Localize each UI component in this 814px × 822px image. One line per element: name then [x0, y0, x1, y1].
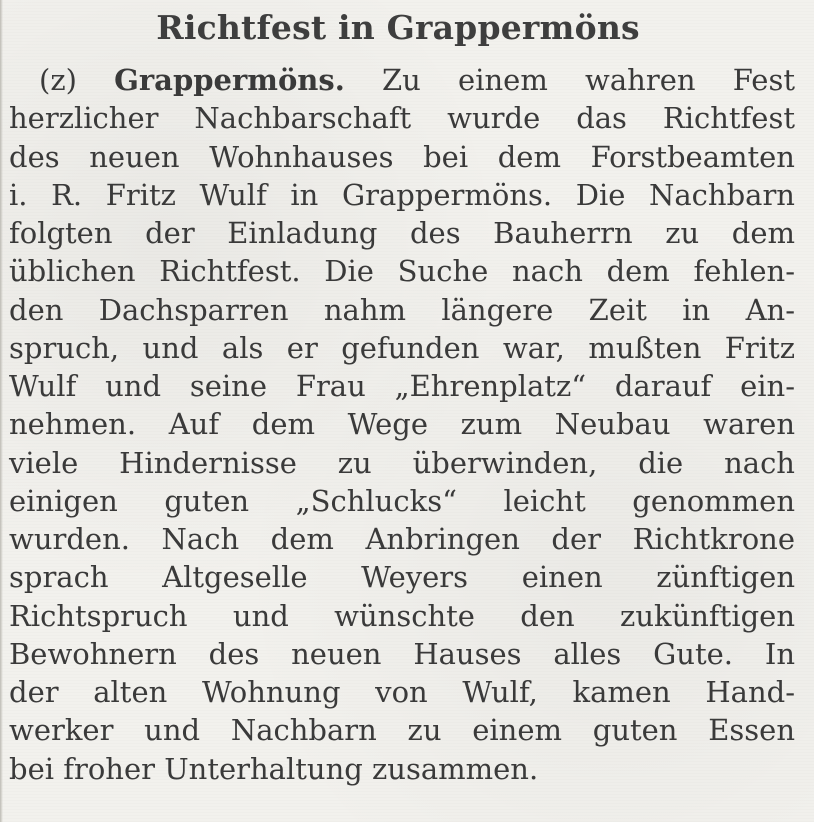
article-body	[9, 61, 795, 788]
article-line: den Dachsparren nahm längere Zeit in An-	[9, 292, 795, 327]
paper-edge	[0, 0, 3, 822]
article-line-text: Zu einem wahren Fest	[382, 63, 795, 97]
agency-tag: (z)	[39, 63, 77, 97]
article-line: Richtspruch und wünschte den zukünftigen	[9, 598, 795, 633]
article-line: üblichen Richtfest. Die Suche nach dem fehlen-	[9, 254, 795, 289]
article-line: Bewohnern des neuen Hauses alles Gute. In	[9, 636, 795, 671]
article-line: i. R. Fritz Wulf in Grappermöns. Die Nachbarn	[9, 177, 795, 212]
article-line: nehmen. Auf dem Wege zum Neubau waren	[9, 407, 795, 442]
article-line: der alten Wohnung von Wulf, kamen Hand-	[9, 675, 795, 709]
article-line: bei froher Unterhaltung zusammen.	[9, 751, 539, 786]
article-line: wurden. Nach dem Anbringen der Richtkrone	[9, 522, 795, 556]
article-line: des neuen Wohnhauses bei dem Forstbeamten	[9, 139, 795, 174]
article-line: folgten der Einladung des Bauherrn zu dem	[9, 216, 795, 250]
article-line: herzlicher Nachbarschaft wurde das Richtfest	[9, 101, 795, 136]
article-line: Wulf und seine Frau „Ehrenplatz“ darauf ein-	[9, 369, 795, 403]
article-line: einigen guten „Schlucks“ leicht genommen	[9, 483, 795, 518]
article-headline: Richtfest in Grappermöns	[156, 8, 640, 47]
article-line: sprach Altgeselle Weyers einen zünftigen	[9, 560, 795, 595]
article-line: viele Hindernisse zu überwinden, die nach	[9, 445, 795, 480]
article-line: werker und Nachbarn zu einem guten Essen	[9, 713, 795, 748]
article-line: spruch, und als er gefunden war, mußten Fritz	[9, 330, 795, 365]
article-line	[9, 61, 795, 99]
dateline-place: Grappermöns.	[114, 63, 345, 97]
